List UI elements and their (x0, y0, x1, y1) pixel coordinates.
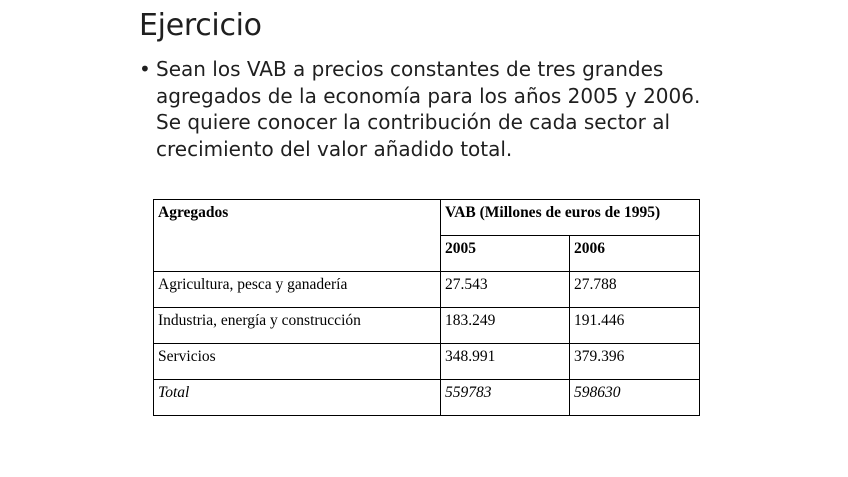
bullet-line-2: agregados de la economía para los años 2005 y 2006. (156, 83, 701, 108)
bullet-line-1: Sean los VAB a precios constantes de tres grandes (156, 57, 664, 81)
bullet-text (156, 56, 709, 162)
row-label: Servicios (154, 344, 441, 380)
table-total-row (154, 380, 700, 416)
total-value-2006: 598630 (570, 380, 700, 416)
total-value-2005: 559783 (441, 380, 570, 416)
row-value-2006: 379.396 (570, 344, 700, 380)
table-row (154, 344, 700, 380)
bullet-paragraph (139, 56, 709, 162)
row-value-2005: 348.991 (441, 344, 570, 380)
row-label: Industria, energía y construcción (154, 308, 441, 344)
row-label: Agricultura, pesca y ganadería (154, 272, 441, 308)
slide-title: Ejercicio (139, 8, 262, 43)
row-value-2005: 27.543 (441, 272, 570, 308)
table-header-row (154, 200, 700, 236)
total-label: Total (154, 380, 441, 416)
header-agregados: Agregados (154, 200, 441, 272)
header-vab-group: VAB (Millones de euros de 1995) (441, 200, 700, 236)
row-value-2006: 27.788 (570, 272, 700, 308)
row-value-2005: 183.249 (441, 308, 570, 344)
table-row (154, 308, 700, 344)
header-year-2005: 2005 (441, 236, 570, 272)
row-value-2006: 191.446 (570, 308, 700, 344)
bullet-icon: • (139, 57, 151, 81)
bullet-line-4: crecimiento del valor añadido total. (156, 136, 513, 161)
bullet-line-3: Se quiere conocer la contribución de cada sector al (156, 110, 671, 134)
bullet-item (139, 56, 709, 162)
vab-table (153, 199, 700, 416)
header-year-2006: 2006 (570, 236, 700, 272)
table-row (154, 272, 700, 308)
